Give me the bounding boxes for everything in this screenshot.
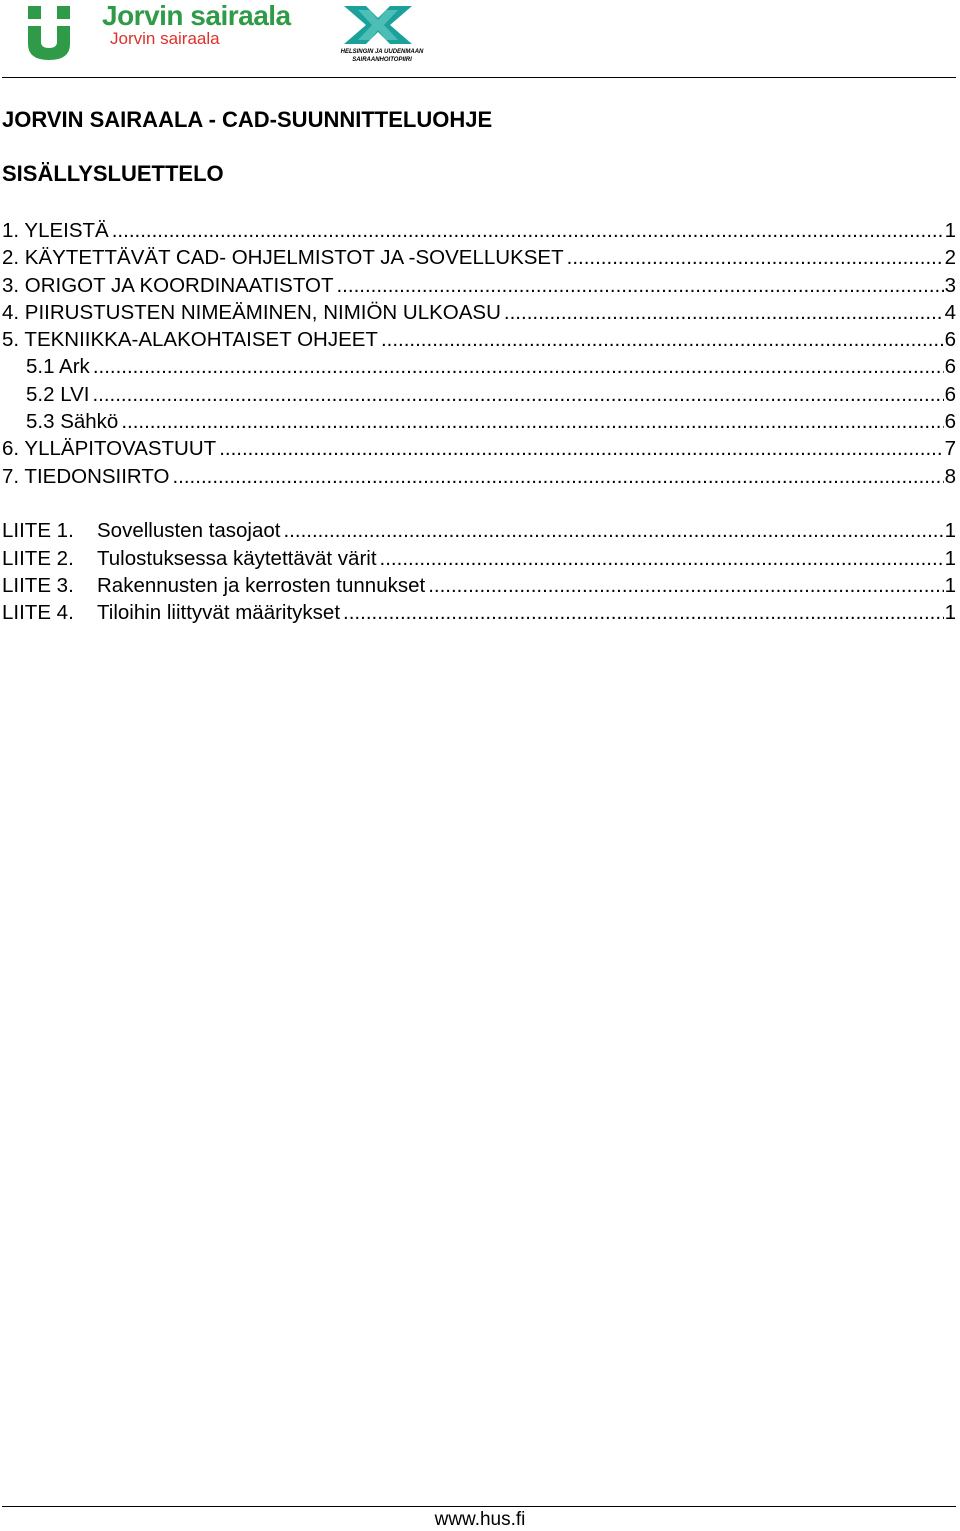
appendix-entry-text <box>2 517 280 544</box>
toc-dot-leader <box>336 272 943 299</box>
appendix-page: 1 <box>944 546 956 570</box>
hus-org-line2: SAIRAANHOITOPIIRI <box>352 57 412 63</box>
appendix-title: Tulostuksessa käytettävät värit <box>97 546 377 570</box>
toc-entry-page: 6 <box>944 410 956 434</box>
toc-entry-page: 4 <box>944 300 956 324</box>
toc-dot-leader <box>283 517 943 544</box>
brand-title: Jorvin sairaala <box>102 0 291 31</box>
toc-entry-label: 5.1 Ark <box>26 355 90 379</box>
toc-entry-page: 8 <box>944 464 956 488</box>
toc-entry[interactable] <box>2 326 956 353</box>
toc-entry-label: 6. YLLÄPITOVASTUUT <box>2 437 217 461</box>
toc-entry-page: 7 <box>944 437 956 461</box>
toc-dot-leader <box>219 435 943 462</box>
appendix-title: Sovellusten tasojaot <box>97 519 281 543</box>
header-divider <box>2 77 956 78</box>
page-header <box>0 0 960 80</box>
table-of-contents <box>2 217 956 626</box>
toc-entry-label: 3. ORIGOT JA KOORDINAATISTOT <box>2 273 334 297</box>
appendix-label: LIITE 4. <box>2 601 74 625</box>
toc-dot-leader <box>92 381 943 408</box>
toc-dot-leader <box>112 217 944 244</box>
toc-heading: SISÄLLYSLUETTELO <box>2 161 224 186</box>
hospital-u-logo <box>28 6 72 60</box>
appendix-entry-text <box>2 545 377 572</box>
toc-entry-label: 5.3 Sähkö <box>26 410 119 434</box>
toc-entry[interactable] <box>2 435 956 462</box>
toc-dot-leader <box>343 599 944 626</box>
toc-spacer <box>2 490 956 517</box>
toc-dot-leader <box>381 326 944 353</box>
toc-entry[interactable] <box>2 463 956 490</box>
toc-entry-page: 6 <box>944 382 956 406</box>
document-title: JORVIN SAIRAALA - CAD-SUUNNITTELUOHJE <box>2 107 493 132</box>
toc-entry-page: 6 <box>944 355 956 379</box>
appendix-title: Rakennusten ja kerrosten tunnukset <box>97 573 426 597</box>
toc-subentry[interactable] <box>2 381 956 408</box>
toc-subentry[interactable] <box>2 408 956 435</box>
toc-entry[interactable] <box>2 272 956 299</box>
toc-entry-label: 5. TEKNIIKKA-ALAKOHTAISET OHJEET <box>2 328 378 352</box>
toc-entry[interactable] <box>2 244 956 271</box>
brand-subtitle: Jorvin sairaala <box>110 29 220 48</box>
toc-subentry[interactable] <box>2 353 956 380</box>
appendix-entry-text <box>2 572 425 599</box>
hus-org-name <box>334 48 430 64</box>
toc-entry-page: 3 <box>944 273 956 297</box>
toc-entry[interactable] <box>2 299 956 326</box>
hus-cross-logo <box>338 2 418 48</box>
toc-dot-leader <box>567 244 944 271</box>
toc-dot-leader <box>504 299 944 326</box>
toc-dot-leader <box>121 408 943 435</box>
appendix-entry[interactable] <box>2 517 956 544</box>
appendix-label: LIITE 1. <box>2 519 74 543</box>
toc-entry-label: 1. YLEISTÄ <box>2 219 109 242</box>
footer-divider <box>2 1506 956 1507</box>
appendix-page: 1 <box>944 573 956 597</box>
appendix-page: 1 <box>944 519 956 543</box>
toc-entry-label: 7. TIEDONSIIRTO <box>2 464 170 488</box>
appendix-label: LIITE 2. <box>2 546 74 570</box>
appendix-label: LIITE 3. <box>2 573 74 597</box>
toc-dot-leader <box>93 353 944 380</box>
appendix-title: Tiloihin liittyvät määritykset <box>97 601 341 625</box>
appendix-entry[interactable] <box>2 599 956 626</box>
toc-entry-page: 1 <box>944 219 956 242</box>
toc-entry-label: 5.2 LVI <box>26 382 90 406</box>
toc-entry[interactable] <box>2 217 956 244</box>
appendix-entry[interactable] <box>2 572 956 599</box>
appendix-entry-text <box>2 599 340 626</box>
toc-entry-label: 2. KÄYTETTÄVÄT CAD- OHJELMISTOT JA -SOVELLUKSET <box>2 246 564 270</box>
toc-entry-label: 4. PIIRUSTUSTEN NIMEÄMINEN, NIMIÖN ULKOASU <box>2 300 501 324</box>
appendix-entry[interactable] <box>2 545 956 572</box>
footer-url[interactable]: www.hus.fi <box>434 1509 526 1530</box>
appendix-page: 1 <box>944 601 956 625</box>
toc-dot-leader <box>428 572 943 599</box>
toc-entry-page: 6 <box>944 328 956 352</box>
toc-entry-page: 2 <box>944 246 956 270</box>
toc-dot-leader <box>380 545 944 572</box>
toc-dot-leader <box>172 463 943 490</box>
hus-org-line1: HELSINGIN JA UUDENMAAN <box>340 49 424 55</box>
